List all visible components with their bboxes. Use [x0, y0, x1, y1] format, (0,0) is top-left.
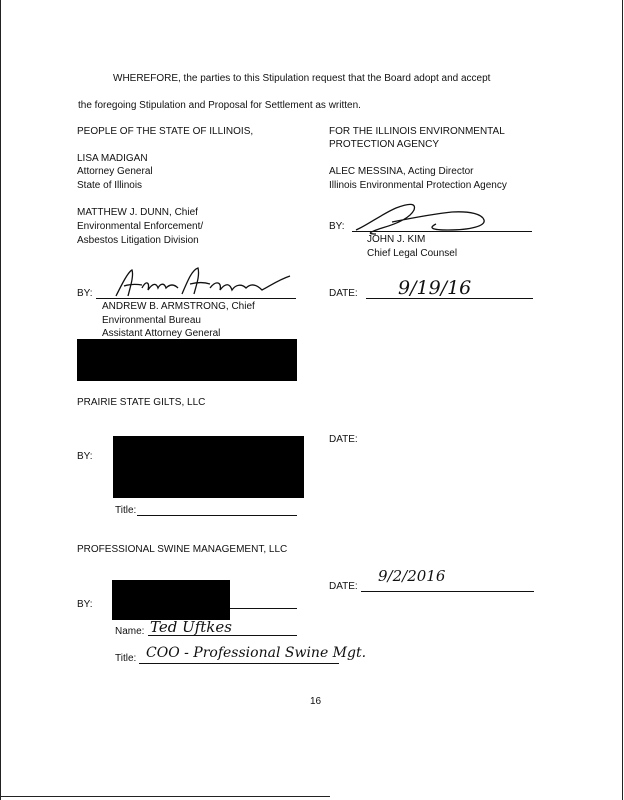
- chief-division-line-2: Environmental Enforcement/: [77, 221, 204, 232]
- intro-line-2: the foregoing Stipulation and Proposal for Settlement as written.: [78, 100, 361, 111]
- armstrong-signature: [112, 266, 297, 300]
- psm-by-label: BY:: [77, 599, 93, 610]
- ag-state: State of Illinois: [77, 180, 143, 191]
- left-by-label: BY:: [77, 288, 93, 299]
- right-heading-line-1: FOR THE ILLINOIS ENVIRONMENTAL: [329, 126, 505, 137]
- chief-name: MATTHEW J. DUNN, Chief: [77, 207, 198, 218]
- page-number: 16: [310, 696, 322, 707]
- chief-division-line-3: Asbestos Litigation Division: [77, 235, 199, 246]
- psm-date-line: [361, 591, 534, 592]
- left-heading: PEOPLE OF THE STATE OF ILLINOIS,: [77, 126, 254, 137]
- psm-title-value: COO - Professional Swine Mgt.: [146, 645, 367, 661]
- psg-title-label: Title:: [115, 505, 137, 516]
- director-agency: Illinois Environmental Protection Agency: [329, 180, 507, 191]
- redaction-block-left: [77, 339, 297, 381]
- kim-title: Chief Legal Counsel: [367, 248, 458, 259]
- right-date-label: DATE:: [329, 288, 358, 299]
- psg-heading: PRAIRIE STATE GILTS, LLC: [77, 397, 206, 408]
- right-heading-line-2: PROTECTION AGENCY: [329, 139, 440, 150]
- psm-title-label: Title:: [115, 653, 137, 664]
- psm-heading: PROFESSIONAL SWINE MANAGEMENT, LLC: [77, 544, 288, 555]
- psm-title-line: [139, 663, 339, 664]
- scan-edge-left: [0, 0, 1, 800]
- ag-name: LISA MADIGAN: [77, 153, 148, 164]
- scan-edge-bottom: [0, 796, 330, 797]
- psm-date-value: 9/2/2016: [378, 567, 446, 585]
- psm-name-value: Ted Uftkes: [150, 618, 232, 636]
- kim-name: JOHN J. KIM: [367, 234, 426, 245]
- armstrong-name: ANDREW B. ARMSTRONG, Chief: [102, 301, 255, 312]
- redaction-block-psm: [112, 580, 230, 620]
- psg-title-line: [137, 515, 297, 516]
- armstrong-title: Assistant Attorney General: [102, 328, 221, 339]
- kim-signature: [352, 200, 492, 238]
- ag-title: Attorney General: [77, 166, 153, 177]
- psg-date-label: DATE:: [329, 434, 358, 445]
- intro-line-1: WHEREFORE, the parties to this Stipulation request that the Board adopt and accept: [113, 73, 491, 84]
- scan-edge-right: [622, 0, 623, 800]
- right-date-value: 9/19/16: [398, 277, 472, 299]
- psg-by-label: BY:: [77, 451, 93, 462]
- armstrong-dept: Environmental Bureau: [102, 315, 201, 326]
- right-by-label: BY:: [329, 221, 345, 232]
- redaction-block-psg: [113, 436, 304, 498]
- psm-date-label: DATE:: [329, 581, 358, 592]
- director-name: ALEC MESSINA, Acting Director: [329, 166, 474, 177]
- psm-signature-line: [230, 608, 297, 609]
- psm-name-label: Name:: [115, 626, 145, 637]
